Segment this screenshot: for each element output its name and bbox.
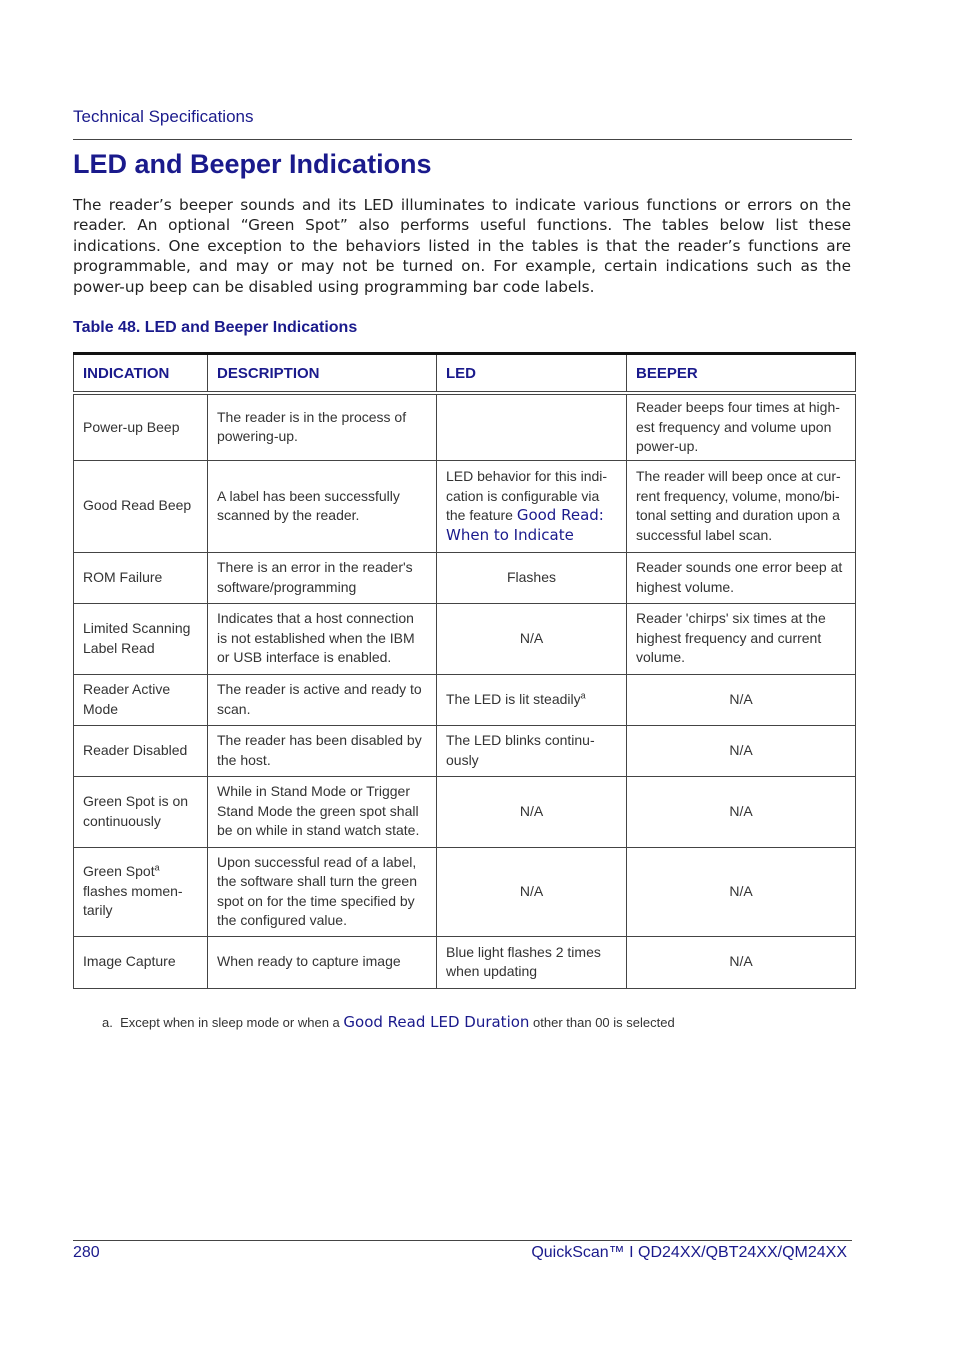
cell-indication	[74, 847, 208, 936]
cell-led: N/A	[437, 776, 627, 847]
footnote-marker: a.	[102, 1015, 113, 1030]
cell-description: The reader has been disabled by the host.	[208, 725, 437, 776]
cell-beeper: N/A	[627, 847, 856, 936]
cell-beeper: Reader beeps four times at high-est frequency and volume upon power-up.	[627, 393, 856, 460]
cell-description: Indicates that a host connection is not established when the IBM or USB interface is enabled.	[208, 603, 437, 674]
cell-indication: Green Spot is on continuously	[74, 776, 208, 847]
cell-beeper: N/A	[627, 725, 856, 776]
footnote	[102, 1013, 675, 1031]
table-row	[74, 725, 856, 776]
table-row	[74, 674, 856, 725]
indication-text-rest: flashes momen-tarily	[83, 882, 183, 919]
table-row	[74, 776, 856, 847]
header-indication: INDICATION	[74, 354, 208, 394]
led-beeper-table	[73, 352, 856, 989]
cell-beeper: N/A	[627, 936, 856, 988]
good-read-when-to-indicate-link[interactable]: Good Read: When to Indicate	[446, 506, 604, 544]
header-led: LED	[437, 354, 627, 394]
cell-indication: ROM Failure	[74, 552, 208, 603]
header-rule	[73, 139, 852, 140]
cell-beeper: Reader 'chirps' six times at the highest frequency and current volume.	[627, 603, 856, 674]
cell-beeper: N/A	[627, 776, 856, 847]
table-row	[74, 393, 856, 460]
cell-led: N/A	[437, 847, 627, 936]
cell-description: There is an error in the reader's software/programming	[208, 552, 437, 603]
footnote-text-end: other than 00 is selected	[533, 1015, 675, 1030]
page-number: 280	[73, 1244, 100, 1261]
cell-indication: Reader Active Mode	[74, 674, 208, 725]
header-beeper: BEEPER	[627, 354, 856, 394]
table-row	[74, 847, 856, 936]
footer-rule	[73, 1240, 852, 1241]
cell-led	[437, 393, 627, 460]
cell-led: Flashes	[437, 552, 627, 603]
cell-beeper: Reader sounds one error beep at highest volume.	[627, 552, 856, 603]
cell-beeper: The reader will beep once at cur-rent frequency, volume, mono/bi-tonal setting and duration upon a successful label scan.	[627, 460, 856, 552]
cell-led: N/A	[437, 603, 627, 674]
cell-led: Blue light flashes 2 times when updating	[437, 936, 627, 988]
cell-indication: Power-up Beep	[74, 393, 208, 460]
good-read-led-duration-link[interactable]: Good Read LED Duration	[343, 1013, 530, 1031]
cell-description: The reader is in the process of powering-up.	[208, 393, 437, 460]
table-header-row	[74, 354, 856, 394]
footnote-marker: a	[154, 862, 160, 873]
table-row	[74, 552, 856, 603]
led-text: LED behavior for this indi-cation is configurable via the feature	[446, 468, 608, 523]
cell-led	[437, 460, 627, 552]
cell-description: When ready to capture image	[208, 936, 437, 988]
table-row	[74, 603, 856, 674]
cell-led: The LED blinks continu-ously	[437, 725, 627, 776]
header-description: DESCRIPTION	[208, 354, 437, 394]
cell-indication: Limited Scanning Label Read	[74, 603, 208, 674]
table-row	[74, 460, 856, 552]
cell-led	[437, 674, 627, 725]
cell-indication: Image Capture	[74, 936, 208, 988]
intro-paragraph: The reader’s beeper sounds and its LED illuminates to indicate various functions or errors on the reader. An optional “Green Spot” also performs useful functions. The tables below list these indications. One exception to the behaviors listed in the tables is that the reader’s functions are programmable, and may or may not be turned on. For example, certain indications such as the power-up beep can be disabled using programming bar code labels.	[73, 196, 851, 296]
table-caption: Table 48. LED and Beeper Indications	[73, 319, 358, 336]
footnote-marker: a	[580, 690, 586, 701]
table-row	[74, 936, 856, 988]
cell-description: Upon successful read of a label, the software shall turn the green spot on for the time specified by the configured value.	[208, 847, 437, 936]
led-text: The LED is lit steadily	[446, 690, 581, 707]
page-title: LED and Beeper Indications	[73, 149, 432, 179]
cell-indication: Good Read Beep	[74, 460, 208, 552]
cell-beeper: N/A	[627, 674, 856, 725]
cell-description: A label has been successfully scanned by the reader.	[208, 460, 437, 552]
section-label: Technical Specifications	[73, 107, 254, 126]
cell-description: The reader is active and ready to scan.	[208, 674, 437, 725]
product-name: QuickScan™ I QD24XX/QBT24XX/QM24XX	[531, 1244, 847, 1261]
cell-description: While in Stand Mode or Trigger Stand Mode the green spot shall be on while in stand watch state.	[208, 776, 437, 847]
cell-indication: Reader Disabled	[74, 725, 208, 776]
indication-text: Green Spot	[83, 863, 155, 880]
footnote-text: Except when in sleep mode or when a	[120, 1015, 340, 1030]
